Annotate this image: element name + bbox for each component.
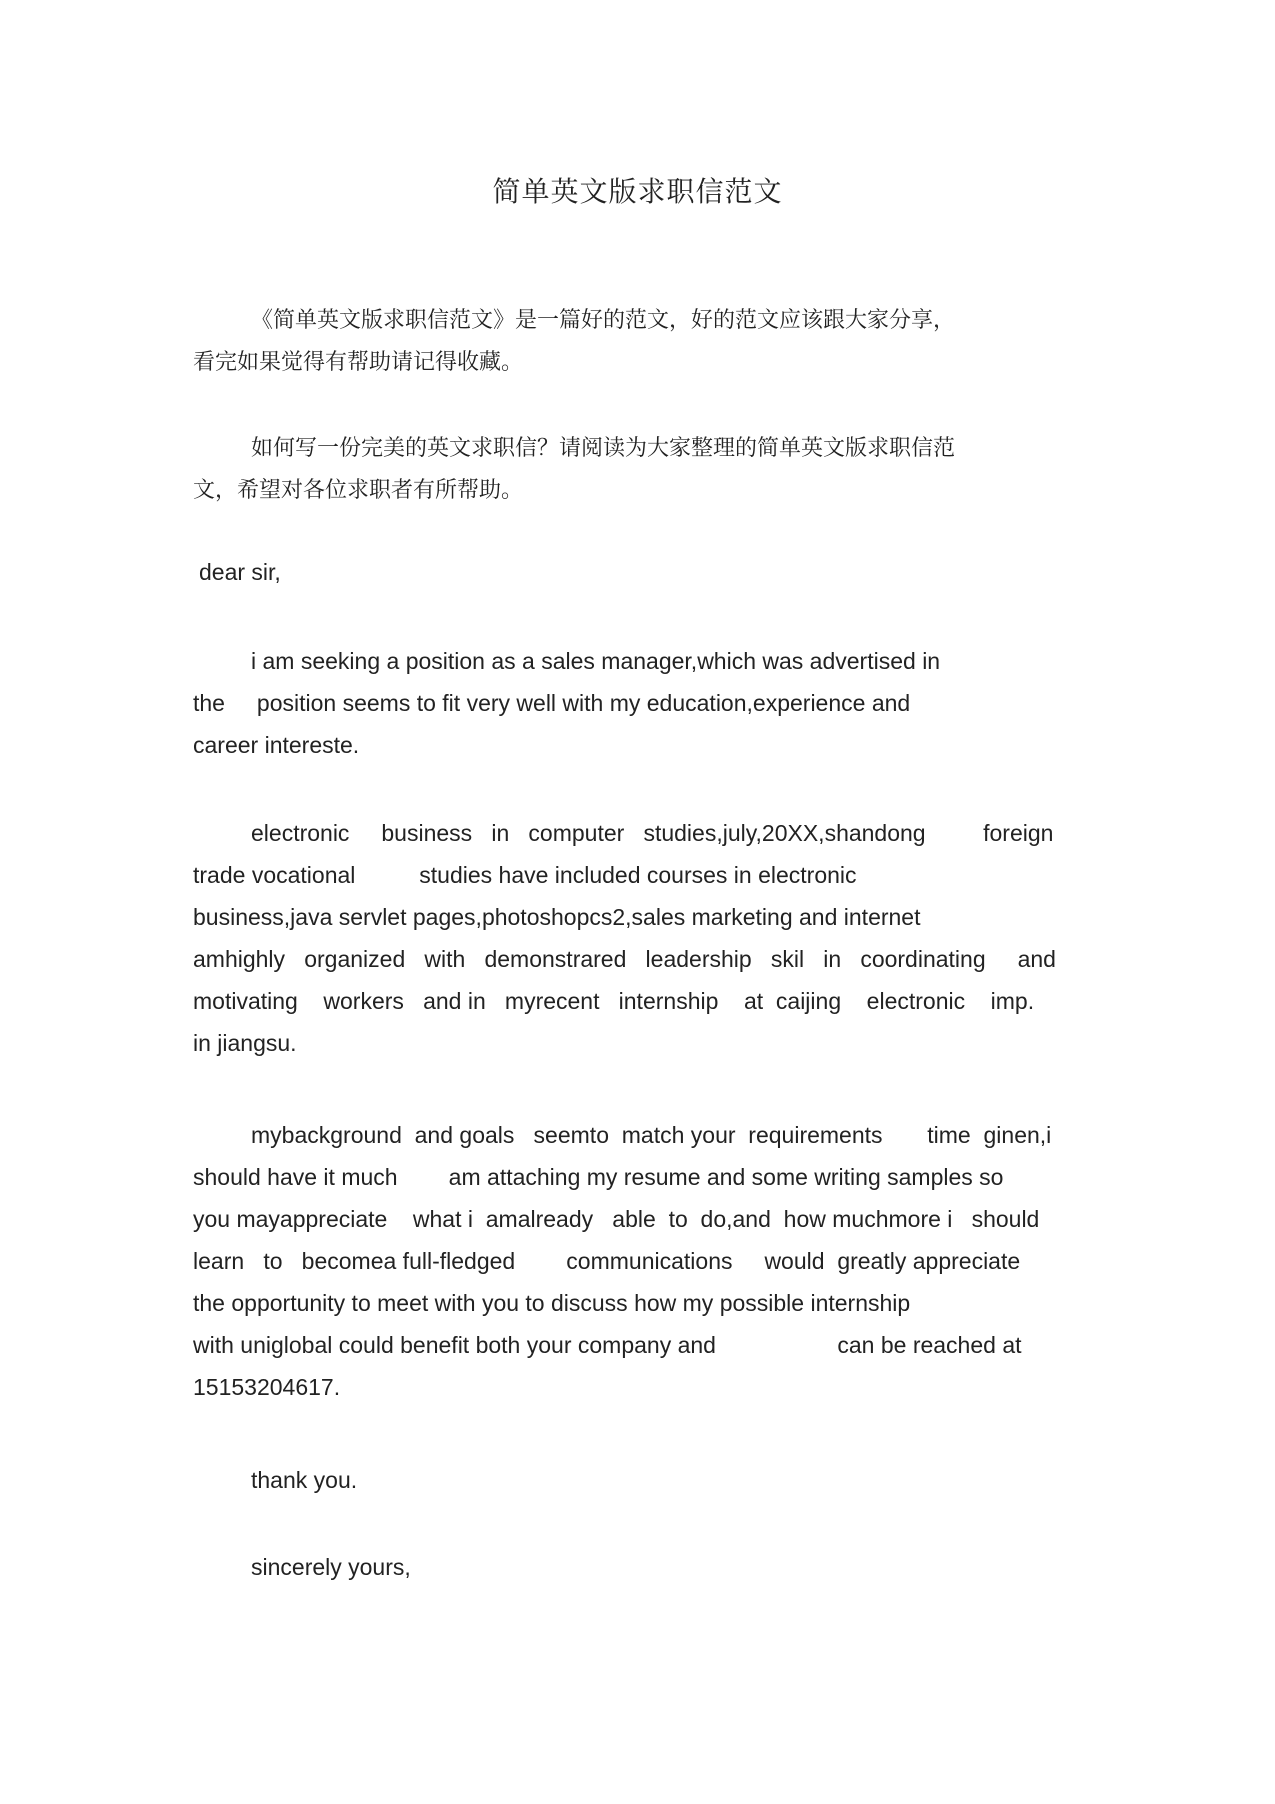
intro2-line-2: 文，希望对各位求职者有所帮助。 bbox=[193, 478, 524, 503]
p3-line-6: with uniglobal could benefit both your company and can be reached at bbox=[193, 1332, 1022, 1358]
intro2-paragraph bbox=[193, 428, 1083, 512]
intro2-line-1: 如何写一份完美的英文求职信？请阅读为大家整理的简单英文版求职信范 bbox=[251, 436, 956, 461]
thanks-text: thank you. bbox=[251, 1467, 358, 1493]
p2-line-6: in jiangsu. bbox=[193, 1030, 297, 1056]
p1-line-3: career intereste. bbox=[193, 732, 360, 758]
salutation-text: dear sir, bbox=[199, 559, 281, 585]
p2-line-3: business,java servlet pages,photoshopcs2,sales marketing and internet bbox=[193, 904, 921, 930]
intro-line-1: 《简单英文版求职信范文》是一篇好的范文，好的范文应该跟大家分享， bbox=[251, 308, 956, 333]
document-title: 简单英文版求职信范文 bbox=[492, 175, 783, 208]
paragraph-2 bbox=[193, 812, 1083, 1064]
intro-line-2: 看完如果觉得有帮助请记得收藏。 bbox=[193, 350, 524, 375]
thanks-line bbox=[193, 1459, 1083, 1501]
p3-line-3: you mayappreciate what i amalready able to do,and how muchmore i should bbox=[193, 1206, 1040, 1232]
p2-line-2: trade vocational studies have included courses in electronic bbox=[193, 862, 857, 888]
closing-text: sincerely yours, bbox=[251, 1554, 411, 1580]
p1-line-1: i am seeking a position as a sales manager,which was advertised in bbox=[251, 648, 941, 674]
p3-line-4: learn to becomea full-fledged communications would greatly appreciate bbox=[193, 1248, 1021, 1274]
p1-line-2: the position seems to fit very well with my education,experience and bbox=[193, 690, 911, 716]
p3-line-5: the opportunity to meet with you to discuss how my possible internship bbox=[193, 1290, 911, 1316]
p3-line-2: should have it much am attaching my resume and some writing samples so bbox=[193, 1164, 1004, 1190]
intro-paragraph bbox=[193, 300, 1083, 384]
salutation bbox=[199, 551, 1089, 593]
paragraph-1 bbox=[193, 640, 1083, 766]
p2-line-1: electronic business in computer studies,july,20XX,shandong foreign bbox=[251, 820, 1054, 846]
p3-line-1: mybackground and goals seemto match your requirements time ginen,i bbox=[251, 1122, 1052, 1148]
closing-line bbox=[193, 1546, 1083, 1588]
p2-line-5: motivating workers and in myrecent internship at caijing electronic imp. bbox=[193, 988, 1035, 1014]
p2-line-4: amhighly organized with demonstrared leadership skil in coordinating and bbox=[193, 946, 1056, 972]
p3-line-7: 15153204617. bbox=[193, 1374, 341, 1400]
paragraph-3 bbox=[193, 1114, 1083, 1408]
